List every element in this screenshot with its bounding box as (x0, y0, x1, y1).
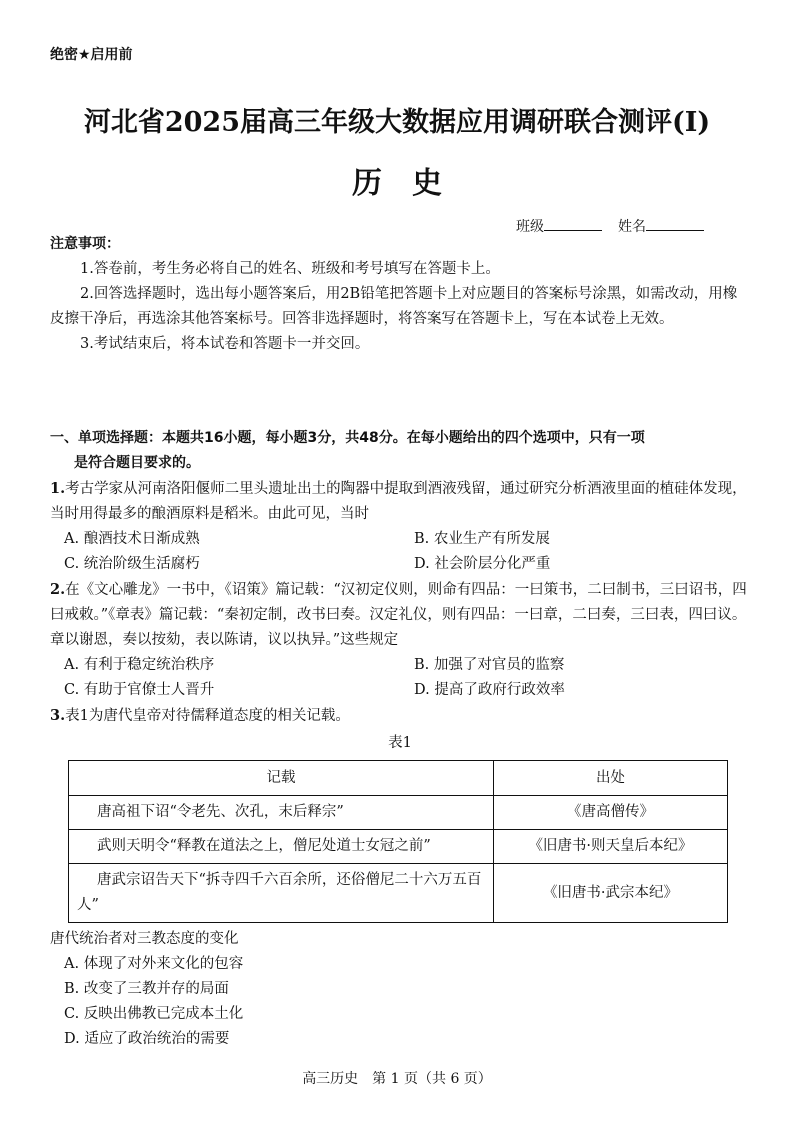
question-number: 1. (50, 480, 66, 497)
table-cell: 《旧唐书·则天皇后本纪》 (494, 830, 728, 864)
questions-block (50, 426, 750, 1052)
table-cell: 唐高祖下诏“令老先、次孔，末后释宗” (69, 796, 494, 830)
question-stem: 考古学家从河南洛阳偃师二里头遗址出土的陶器中提取到酒液残留，通过研究分析酒液里面的植硅体发现，当时用得最多的酿酒原料是稻米。由此可见，当时 (50, 481, 747, 522)
question-3-prompt: 唐代统治者对三教态度的变化 (50, 931, 239, 947)
question-number: 2. (50, 581, 66, 598)
option-b: B. 加强了对官员的监察 (414, 657, 565, 673)
notice-item: 3.考试结束后，将本试卷和答题卡一并交回。 (80, 336, 370, 352)
table-cell: 《唐高僧传》 (494, 796, 728, 830)
option-b: B. 农业生产有所发展 (414, 531, 550, 547)
table-row (69, 830, 728, 864)
option-d: D. 适应了政治统治的需要 (64, 1031, 230, 1047)
table-row (69, 796, 728, 830)
name-label: 姓名 (618, 219, 646, 235)
subject-title: 历史 (352, 166, 472, 201)
option-a: A. 体现了对外来文化的包容 (64, 956, 244, 972)
table-header-row (69, 761, 728, 796)
option-a: A. 酿酒技术日渐成熟 (64, 531, 200, 547)
table-row (69, 864, 728, 923)
table-header: 记载 (69, 761, 494, 796)
table-cell: 武则天明令“释教在道法之上，僧尼处道士女冠之前” (69, 830, 494, 864)
question-1-options (50, 527, 750, 577)
option-d: D. 提高了政府行政效率 (414, 682, 565, 698)
option-a: A. 有利于稳定统治秩序 (64, 657, 215, 673)
class-blank (544, 216, 602, 231)
notice-item: 1.答卷前，考生务必将自己的姓名、班级和考号填写在答题卡上。 (80, 261, 500, 277)
exam-title: 河北省2025届高三年级大数据应用调研联合测评(I) (83, 107, 711, 138)
secret-mark: 绝密★启用前 (50, 47, 133, 63)
notice-title: 注意事项： (50, 236, 120, 252)
class-label: 班级 (516, 219, 544, 235)
records-table (68, 760, 728, 923)
notice-block (50, 232, 750, 357)
question-stem: 在《文心雕龙》一书中，《诏策》篇记载：“汉初定仪则，则命有四品：一曰策书，二曰制书，三曰诏书，四曰戒敕。”《章表》篇记载：“秦初定制，改书曰奏。汉定礼仪，则有四品：一曰章，二曰奏，三曰表，四曰议。章以谢恩，奏以按劾，表以陈请，议以执异。”这些规定 (50, 582, 747, 648)
table-header: 出处 (494, 761, 728, 796)
option-c: C. 反映出佛教已完成本土化 (64, 1006, 244, 1022)
page-footer: 高三历史 第 1 页（共 6 页） (302, 1071, 492, 1087)
question-1 (50, 476, 750, 527)
section-heading-cont: 是符合题目要求的。 (74, 455, 200, 471)
question-stem: 表1为唐代皇帝对待儒释道态度的相关记载。 (65, 708, 350, 724)
table-cell: 《旧唐书·武宗本纪》 (494, 864, 728, 923)
question-2-options (50, 653, 750, 703)
question-3 (50, 703, 750, 729)
option-d: D. 社会阶层分化严重 (414, 556, 551, 572)
section-heading: 一、单项选择题：本题共16小题，每小题3分，共48分。在每小题给出的四个选项中，只有一项 (50, 430, 645, 446)
name-blank (646, 216, 704, 231)
option-c: C. 统治阶级生活腐朽 (64, 556, 200, 572)
option-b: B. 改变了三教并存的局面 (64, 981, 229, 997)
question-number: 3. (50, 707, 66, 724)
table-cell: 唐武宗诏告天下“拆寺四千六百余所，还俗僧尼二十六万五百人” (69, 864, 494, 923)
notice-item: 2.回答选择题时，选出每小题答案后，用2B铅笔把答题卡上对应题目的答案标号涂黑，如需改动，用橡皮擦干净后，再选涂其他答案标号。回答非选择题时，将答案写在答题卡上，写在本试卷上无效。 (50, 286, 738, 327)
option-c: C. 有助于官僚士人晋升 (64, 682, 215, 698)
question-2 (50, 577, 750, 653)
table-caption: 表1 (388, 735, 412, 751)
